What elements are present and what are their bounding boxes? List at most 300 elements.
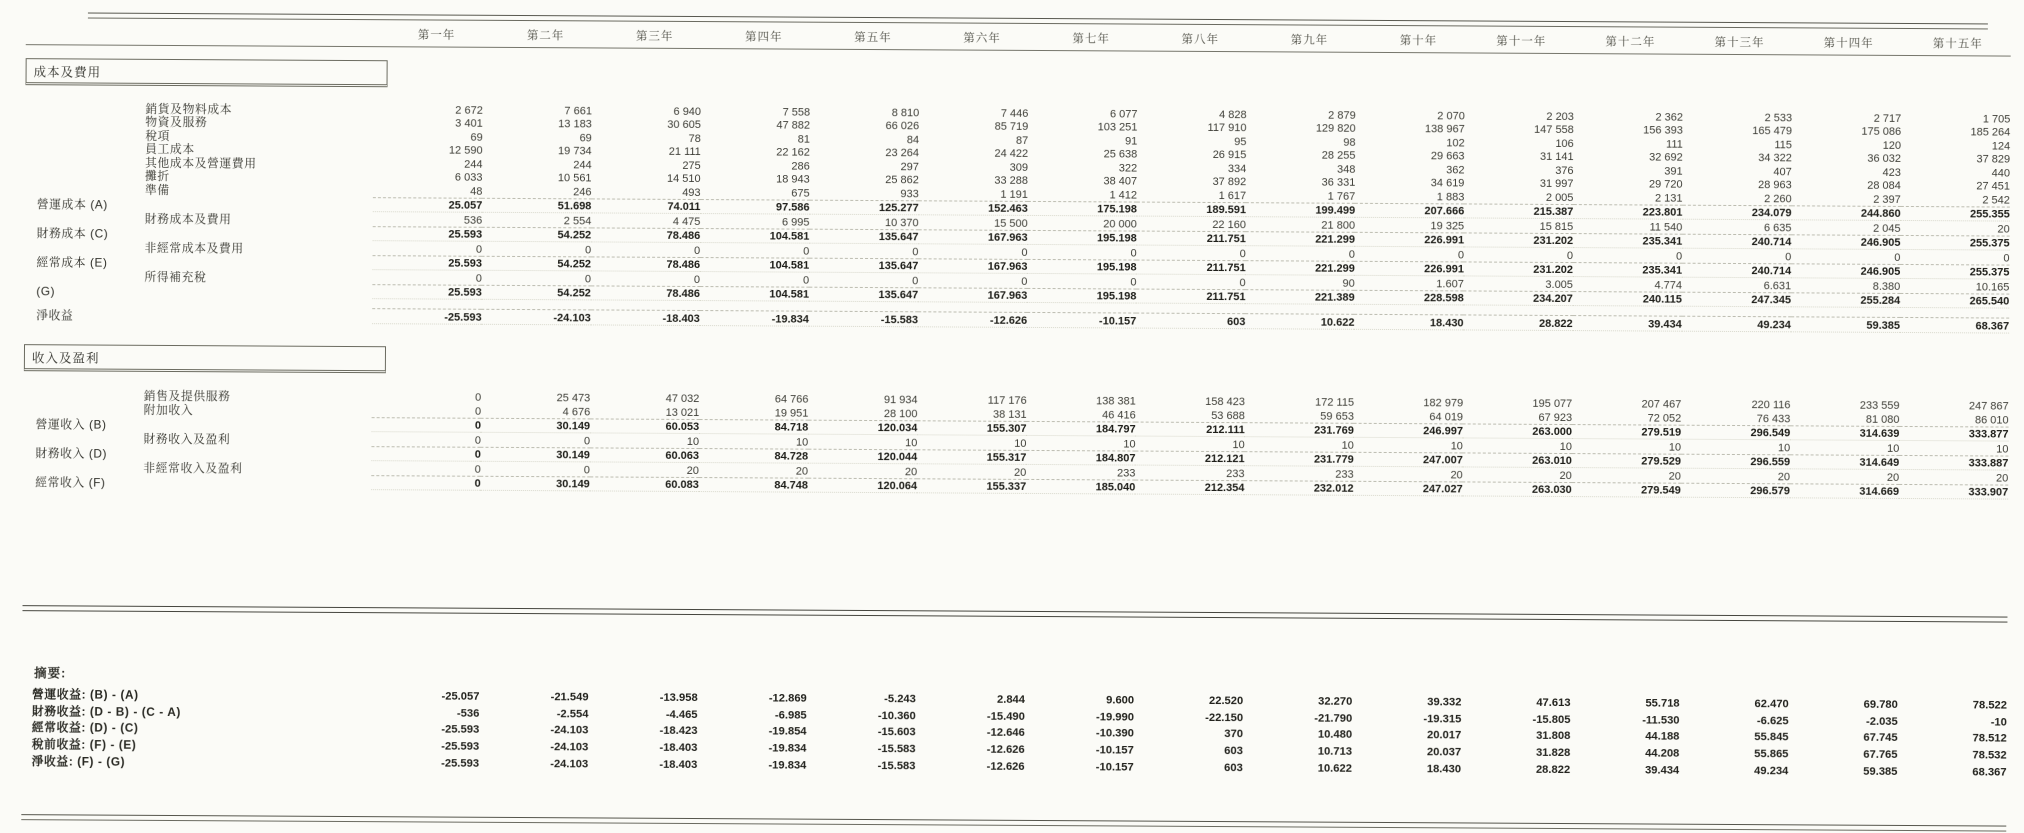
value-cell: 28 255 [1321, 149, 1356, 162]
value-cell: 10 [1777, 441, 1791, 454]
value-cell: 25 862 [885, 174, 919, 187]
value-cell: 10.713 [1317, 745, 1353, 758]
value-cell: 18 943 [776, 173, 810, 186]
value-cell: 0 [2003, 252, 2010, 265]
row-label: 攤折 [144, 168, 170, 183]
value-cell: 120.034 [808, 420, 917, 435]
value-cell: 6 077 [1109, 107, 1138, 121]
value-cell: 33 288 [994, 174, 1029, 187]
value-cell: 28.822 [1535, 763, 1571, 777]
value-cell: 28 963 [1758, 179, 1792, 192]
value-cell: 2 397 [1873, 193, 1901, 206]
row-label: 其他成本及營運費用 [145, 155, 257, 170]
value-cell: 47 882 [776, 119, 811, 132]
value-cell: 0 [474, 434, 481, 447]
row-label: 營運收入 (B) [35, 416, 107, 432]
value-cell: 135.647 [809, 229, 918, 244]
value-cell: 167.963 [919, 229, 1028, 244]
value-cell: 0 [1021, 246, 1028, 259]
value-cell: -5.243 [884, 692, 916, 706]
value-cell: 1 412 [1109, 188, 1138, 202]
value-cell: -18.403 [659, 741, 698, 755]
value-cell: 31.808 [1536, 730, 1571, 743]
value-cell: 334 [1227, 162, 1247, 175]
section-title: 成本及費用 [26, 58, 388, 87]
value-cell: 2 260 [1764, 192, 1792, 205]
value-cell: 0 [583, 434, 591, 447]
value-cell: 8.380 [1872, 280, 1901, 293]
value-cell: 199.499 [1246, 202, 1355, 217]
value-cell: 44.188 [1645, 730, 1680, 744]
value-cell: 244.860 [1792, 205, 1901, 220]
value-cell: 247.007 [1354, 452, 1463, 467]
value-cell: 221.299 [1246, 260, 1355, 275]
value-cell: 263.010 [1463, 452, 1572, 467]
value-cell: 84.748 [699, 477, 808, 492]
value-cell: 10 [1232, 438, 1245, 451]
value-cell: 55.865 [1754, 748, 1789, 761]
value-cell: 106 [1555, 137, 1574, 150]
value-cell: 7 661 [564, 104, 592, 117]
value-cell: 104.581 [700, 228, 809, 243]
value-cell: 220 116 [1751, 399, 1791, 412]
value-cell: 3 401 [455, 117, 483, 130]
row-label: 員工成本 [145, 141, 195, 157]
value-cell: 212.354 [1135, 480, 1244, 495]
value-cell: 234.079 [1682, 205, 1791, 220]
value-cell: 78.486 [591, 256, 700, 271]
value-cell: 49.234 [1682, 316, 1791, 331]
value-cell: 0 [1894, 251, 1901, 264]
value-cell: 29 663 [1430, 150, 1465, 163]
value-cell: 10 [905, 436, 918, 449]
value-cell: 2 533 [1764, 111, 1793, 124]
value-cell: 2 005 [1545, 191, 1574, 204]
value-cell: 38 407 [1103, 175, 1138, 188]
value-cell: 195.198 [1027, 288, 1136, 303]
value-cell: 228.598 [1355, 290, 1464, 305]
row-label: 經常成本 (E) [36, 254, 108, 270]
value-cell: 1 705 [1982, 112, 2011, 126]
value-cell: 155.307 [917, 420, 1026, 435]
value-cell: 2 203 [1546, 110, 1574, 123]
value-cell: 184.797 [1027, 421, 1136, 436]
value-cell: 20 [904, 465, 918, 478]
value-cell: 32 692 [1649, 151, 1683, 164]
row-label: 財務收益: (D - B) - (C - A) [31, 703, 181, 719]
value-cell: 603 [1224, 762, 1243, 775]
value-cell: 31.828 [1535, 747, 1571, 760]
value-cell: 221.389 [1245, 289, 1354, 304]
value-cell: 0 [694, 244, 701, 257]
value-cell: 3.005 [1545, 278, 1573, 291]
value-cell: 152.463 [919, 200, 1028, 215]
value-cell: -10 [1990, 716, 2007, 729]
value-cell: 25.593 [373, 255, 482, 270]
value-cell: 34 619 [1430, 177, 1465, 190]
value-cell: 18.430 [1354, 314, 1463, 329]
value-cell: 30.149 [481, 476, 590, 491]
value-cell: -10.360 [877, 709, 916, 722]
value-cell: 0 [1021, 275, 1028, 288]
financial-projection-table [21, 18, 2011, 831]
value-cell: 2 362 [1655, 111, 1684, 124]
value-cell: 212.121 [1135, 451, 1244, 466]
value-cell: 23 264 [885, 147, 920, 160]
value-cell: 6 033 [454, 171, 483, 184]
value-cell: -12.626 [986, 760, 1025, 773]
value-cell: 244 [464, 158, 483, 171]
value-cell: 0 [912, 274, 919, 287]
value-cell: -15.603 [877, 726, 916, 739]
value-cell: 603 [1224, 745, 1243, 758]
value-cell: 91 [1125, 134, 1138, 148]
value-cell: -18.403 [591, 310, 700, 325]
value-cell: 0 [1566, 249, 1574, 262]
value-cell: 104.581 [700, 257, 809, 272]
row-label: 非經常收入及盈利 [143, 460, 243, 476]
value-cell: -15.583 [877, 760, 916, 773]
value-cell: 67.765 [1863, 748, 1898, 762]
value-cell: 0 [803, 245, 810, 258]
value-cell: -19.834 [768, 742, 807, 755]
value-cell: 207.666 [1355, 203, 1464, 218]
year-column-header: 第七年 [1029, 24, 1138, 51]
value-cell: 78.486 [591, 227, 700, 242]
value-cell: 59 653 [1320, 410, 1354, 423]
value-cell: 195.198 [1027, 259, 1136, 274]
value-cell: 66 026 [885, 120, 920, 133]
value-cell: 212.111 [1136, 422, 1245, 437]
value-cell: 117 176 [987, 394, 1027, 407]
value-cell: 37 829 [1976, 153, 2011, 166]
value-cell: 0 [372, 446, 481, 461]
value-cell: 20 [1777, 470, 1791, 483]
spacer-cell [23, 488, 2009, 617]
value-cell: 1 883 [1436, 190, 1465, 203]
year-column-header: 第十一年 [1465, 26, 1574, 53]
value-cell: -19.834 [700, 311, 809, 326]
value-cell: 362 [1446, 163, 1465, 176]
value-cell: 10.622 [1245, 314, 1354, 329]
value-cell: 296.579 [1681, 483, 1790, 498]
value-cell: 20.017 [1426, 729, 1462, 742]
value-cell: -12.626 [918, 312, 1027, 327]
value-cell: 275 [682, 159, 701, 172]
value-cell: 10.480 [1317, 728, 1353, 742]
value-cell: 19 325 [1430, 219, 1465, 232]
value-cell: 54.252 [482, 227, 591, 242]
value-cell: -24.103 [550, 724, 589, 737]
row-label: 財務成本 (C) [36, 225, 109, 241]
summary-title-cell: 摘要: [34, 666, 67, 681]
value-cell: 286 [791, 160, 810, 173]
value-cell: 2.844 [996, 693, 1026, 706]
value-cell: 72 052 [1647, 411, 1682, 425]
value-cell: 10 [1341, 439, 1354, 452]
row-label: 淨收益 [36, 308, 74, 323]
value-cell: 226.991 [1355, 261, 1464, 276]
value-cell: 9.600 [1106, 694, 1135, 707]
value-cell: 6 995 [781, 216, 810, 229]
value-cell: 81 080 [1865, 413, 1900, 426]
row-label: 財務收入 (D) [35, 445, 108, 461]
value-cell: 36 032 [1867, 152, 1902, 165]
value-cell: 0 [583, 463, 590, 476]
value-cell: 10 [1887, 442, 1900, 455]
value-cell: 158 423 [1205, 395, 1245, 409]
value-cell: 64 019 [1429, 410, 1464, 423]
value-cell: 60.063 [590, 447, 699, 462]
year-column-header: 第十二年 [1574, 27, 1683, 54]
value-cell: -15.583 [809, 311, 918, 326]
value-cell: 124 [1991, 139, 2011, 153]
value-cell: -4.465 [665, 708, 698, 721]
value-cell: -15.490 [986, 710, 1025, 723]
value-cell: -24.103 [550, 758, 589, 771]
value-cell: 175 086 [1861, 125, 1902, 138]
value-cell: 20 [1995, 472, 2009, 485]
value-cell: 233 [1226, 467, 1245, 480]
value-cell: -10.157 [1095, 744, 1134, 757]
row-label: 準備 [144, 182, 170, 197]
value-cell: -2.554 [556, 707, 589, 720]
value-cell: 226.991 [1355, 232, 1464, 247]
value-cell: 85 719 [994, 120, 1029, 133]
value-cell: 20 [686, 464, 700, 477]
value-cell: 64 766 [774, 393, 809, 406]
value-cell: 0 [1239, 247, 1246, 260]
value-cell: 19 734 [558, 145, 592, 158]
value-cell: 102 [1446, 136, 1465, 149]
value-cell: 10 [1450, 439, 1463, 452]
row-label: 經常收入 (F) [35, 474, 106, 490]
value-cell: 55.718 [1645, 697, 1680, 710]
value-cell: -25.593 [441, 757, 480, 770]
value-cell: 184.807 [1026, 450, 1135, 465]
value-cell: -19.834 [768, 759, 807, 772]
row-label: 稅前收益: (F) - (E) [31, 737, 137, 752]
value-cell: 333.877 [1899, 426, 2008, 441]
year-column-header: 第十五年 [1902, 29, 2011, 56]
value-cell: 20 [1886, 471, 1900, 484]
value-cell: 25 473 [556, 392, 591, 405]
value-cell: -25.057 [441, 690, 480, 703]
value-cell: 0 [1239, 276, 1246, 289]
value-cell: 314.649 [1790, 454, 1899, 469]
value-cell: 440 [1991, 166, 2011, 180]
value-cell: 78.522 [1972, 699, 2008, 712]
value-cell: 62.470 [1754, 697, 1789, 711]
value-cell: 120.044 [808, 449, 917, 464]
value-cell: 296.549 [1681, 425, 1790, 440]
value-cell: 20 000 [1103, 217, 1137, 231]
value-cell: 26 915 [1212, 148, 1247, 162]
value-cell: 37 892 [1212, 175, 1247, 189]
value-cell: 1 617 [1218, 189, 1247, 202]
value-cell: 12 590 [448, 144, 483, 157]
value-cell: -18.423 [659, 725, 698, 738]
value-cell: 10 [1014, 437, 1027, 450]
value-cell: 156 393 [1643, 124, 1683, 137]
spacer-row [23, 488, 2009, 617]
value-cell: 78.532 [1972, 749, 2007, 762]
value-cell: 0 [475, 272, 482, 285]
value-cell: 111 [1666, 138, 1683, 151]
value-cell: 20.037 [1426, 746, 1462, 759]
value-cell: 59.385 [1791, 317, 1900, 332]
value-cell: 165 479 [1752, 125, 1793, 138]
value-cell: 234.207 [1464, 290, 1573, 305]
value-cell: 195 077 [1532, 397, 1573, 411]
value-cell: 68.367 [1900, 317, 2009, 332]
value-cell: 74.011 [591, 198, 700, 213]
value-cell: -24.103 [550, 741, 589, 754]
value-cell: -12.869 [768, 692, 807, 705]
value-cell: 117 910 [1207, 121, 1247, 135]
value-cell: 30 605 [667, 118, 701, 132]
row-label: 銷貨及物料成本 [145, 101, 233, 116]
row-label: 稅項 [145, 128, 171, 143]
value-cell: 155.317 [917, 449, 1026, 464]
year-column-header: 第二年 [483, 21, 592, 48]
value-cell: 54.252 [482, 256, 591, 271]
value-cell: -25.593 [372, 309, 481, 324]
value-cell: 221.299 [1246, 231, 1355, 246]
value-cell: 0 [372, 475, 481, 490]
value-cell: 4.774 [1654, 279, 1683, 292]
value-cell: 39.332 [1427, 696, 1462, 709]
value-cell: 48 [470, 185, 483, 198]
value-cell: 263.030 [1463, 481, 1572, 496]
value-cell: 10 [1996, 443, 2009, 456]
value-cell: 84 [906, 133, 920, 146]
value-cell: 6.631 [1763, 279, 1792, 292]
value-cell: 2 672 [455, 104, 483, 117]
year-column-header: 第十三年 [1683, 28, 1792, 55]
value-cell: 255.375 [1900, 235, 2009, 250]
value-cell: -15.583 [877, 743, 916, 756]
value-cell: 4 475 [672, 215, 701, 228]
value-cell: 207 467 [1641, 398, 1682, 411]
label-column-header [26, 18, 374, 47]
value-cell: 10 370 [884, 216, 919, 229]
value-cell: 53 688 [1211, 409, 1245, 422]
value-cell: 0 [1785, 250, 1792, 263]
value-cell: 211.751 [1137, 260, 1246, 275]
value-cell: 39.434 [1573, 316, 1682, 331]
value-cell: 172 115 [1315, 396, 1355, 409]
section-title: 收入及盈利 [24, 344, 386, 373]
value-cell: 211.751 [1136, 289, 1245, 304]
value-cell: 2 045 [1873, 222, 1901, 235]
value-cell: 7 558 [782, 106, 811, 119]
value-cell: 68.367 [1972, 766, 2007, 779]
value-cell: 22 162 [776, 146, 810, 159]
value-cell: 81 [797, 133, 811, 146]
value-cell: 14 510 [666, 172, 701, 186]
value-cell: -10.157 [1027, 312, 1136, 327]
value-cell: 67.745 [1863, 732, 1898, 745]
value-cell: 38 131 [992, 408, 1027, 421]
value-cell: 4 828 [1219, 108, 1247, 121]
value-cell: 0 [372, 417, 481, 432]
year-column-header: 第八年 [1138, 25, 1247, 52]
value-cell: -12.646 [986, 727, 1025, 740]
value-cell: 55.845 [1754, 731, 1789, 744]
value-cell: 255.355 [1901, 206, 2010, 221]
value-cell: 536 [463, 214, 483, 227]
value-cell: 391 [1664, 165, 1683, 178]
year-column-header: 第三年 [592, 21, 701, 48]
value-cell: 0 [803, 274, 810, 287]
value-cell: 2 554 [563, 214, 592, 227]
value-cell: 10 [1559, 440, 1573, 453]
value-cell: -24.103 [482, 309, 591, 324]
value-cell: 135.647 [809, 287, 918, 302]
row-label: 非經常成本及費用 [144, 240, 244, 256]
value-cell: 0 [584, 272, 592, 285]
value-cell: -19.315 [1423, 712, 1462, 726]
value-cell: -22.150 [1205, 711, 1244, 724]
value-cell: 20 [1014, 466, 1027, 479]
value-cell: 235.341 [1573, 262, 1682, 277]
value-cell: 10 [795, 436, 809, 449]
value-cell: 233 [1335, 468, 1354, 481]
value-cell: 235.341 [1573, 233, 1682, 248]
value-cell: -6.985 [774, 709, 807, 722]
value-cell: 10 561 [557, 172, 592, 185]
value-cell: 279.549 [1572, 482, 1681, 497]
value-cell: 240.714 [1682, 234, 1791, 249]
value-cell: 20 [1450, 468, 1463, 481]
value-cell: 28.822 [1464, 315, 1573, 330]
value-cell: 78 [688, 132, 701, 145]
value-cell: -18.403 [659, 758, 698, 772]
value-cell: -19.854 [768, 725, 807, 739]
value-cell: 333.887 [1899, 455, 2008, 470]
value-cell: 138 967 [1424, 123, 1465, 136]
row-label: 附加收入 [143, 402, 194, 418]
value-cell: 21 800 [1321, 219, 1356, 232]
table-body [21, 45, 2010, 831]
value-cell: -2.035 [1865, 715, 1898, 728]
value-cell: 0 [912, 245, 919, 258]
value-cell: 54.252 [482, 285, 591, 300]
value-cell: 28 100 [883, 407, 918, 420]
value-cell: 31 997 [1539, 177, 1574, 191]
value-cell: 493 [682, 186, 701, 199]
value-cell: 2 070 [1437, 109, 1465, 122]
value-cell: -536 [456, 707, 480, 720]
value-cell: 67 923 [1538, 411, 1573, 424]
value-cell: 44.208 [1645, 747, 1680, 760]
value-cell: 6 635 [1763, 221, 1792, 234]
value-cell: 7 446 [1000, 107, 1029, 120]
value-cell: 185 264 [1970, 126, 2011, 139]
value-cell: 98 [1343, 136, 1356, 149]
value-cell: 247.027 [1353, 481, 1462, 496]
value-cell: 6 940 [673, 105, 702, 118]
value-cell: 233 [1117, 466, 1136, 480]
value-cell: 244 [573, 158, 592, 171]
value-cell: 27 451 [1976, 180, 2010, 193]
value-cell: 76 433 [1756, 412, 1791, 425]
value-cell: 20 [1559, 469, 1572, 482]
value-cell: -10.390 [1095, 727, 1134, 740]
value-cell: 4 676 [562, 405, 591, 418]
year-column-header: 第十四年 [1792, 28, 1901, 55]
